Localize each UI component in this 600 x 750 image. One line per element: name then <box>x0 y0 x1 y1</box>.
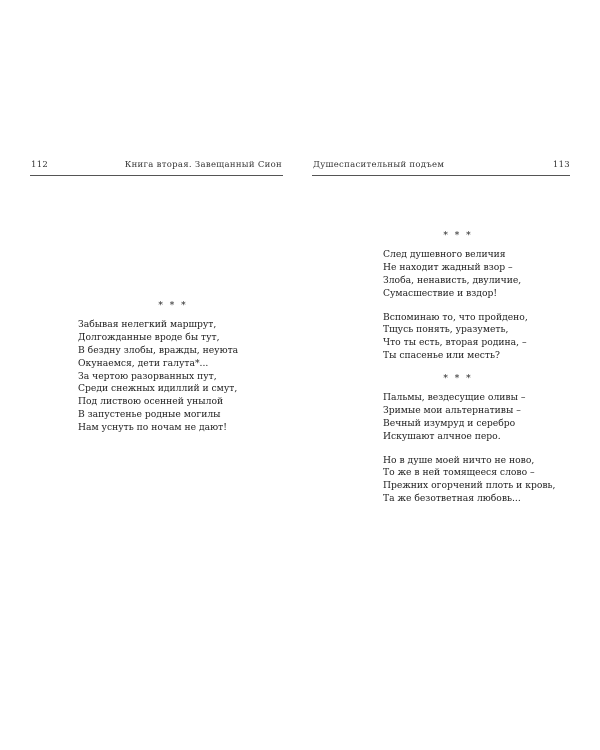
poem-line: Ты спасенье или месть? <box>383 350 500 362</box>
running-head: Душеспасительный подъем <box>313 160 445 170</box>
stanza <box>383 454 556 507</box>
poem-line: Что ты есть, вторая родина, – <box>383 337 527 349</box>
poem-line: Прежних огорчений плоть и кровь, <box>383 480 556 492</box>
poem-line: Пальмы, вездесущие оливы – <box>383 391 526 403</box>
poem-line: След душевного величия <box>383 248 506 260</box>
poem-line: За чертою разорванных пут, <box>78 370 217 382</box>
poem-line: Под листвою осенней унылой <box>78 396 224 408</box>
stanza <box>78 319 268 435</box>
page-number: 112 <box>31 160 49 170</box>
poem-line: Вечный изумруд и серебро <box>383 417 516 429</box>
poem-line: Нам уснуть по ночам не дают! <box>78 422 227 434</box>
page-number: 113 <box>552 160 570 170</box>
poem-line: Вспоминаю то, что пройдено, <box>383 311 528 323</box>
poem-line: Долгожданные вроде бы тут, <box>78 331 220 343</box>
poem-line: Забывая нелегкий маршрут, <box>78 318 217 330</box>
stanza <box>383 312 533 364</box>
header-rule <box>312 175 570 176</box>
poem-separator: * * * <box>158 301 188 311</box>
poem-line: Искушают алчное перо. <box>383 430 501 442</box>
poem-line: Тщусь понять, уразуметь, <box>383 324 509 336</box>
poem-line: Не находит жадный взор – <box>383 261 513 273</box>
poem-line: В бездну злобы, вражды, неуюта <box>78 344 239 356</box>
poem-line: Среди снежных идиллий и смут, <box>78 383 238 395</box>
poem-line: Зримые мои альтернативы – <box>383 404 521 416</box>
poem-line: Но в душе моей ничто не ново, <box>383 454 535 466</box>
poem-line: Сумасшествие и вздор! <box>383 287 498 299</box>
poem-line: Злоба, ненависть, двуличие, <box>383 274 522 286</box>
poem-separator: * * * <box>443 374 473 384</box>
poem-line: В запустенье родные могилы <box>78 409 221 421</box>
poem-line: То же в ней томящееся слово – <box>383 467 535 479</box>
poem <box>383 373 556 517</box>
poem <box>383 230 533 374</box>
poem-line: Та же безответная любовь... <box>383 493 521 505</box>
running-head: Книга вторая. Завещанный Сион <box>124 160 282 170</box>
stanza <box>383 249 533 301</box>
header-rule <box>30 175 283 176</box>
poem-line: Окунаемся, дети галута*... <box>78 357 209 369</box>
stanza <box>383 392 533 444</box>
poem <box>78 300 268 446</box>
poem-separator: * * * <box>443 231 473 241</box>
